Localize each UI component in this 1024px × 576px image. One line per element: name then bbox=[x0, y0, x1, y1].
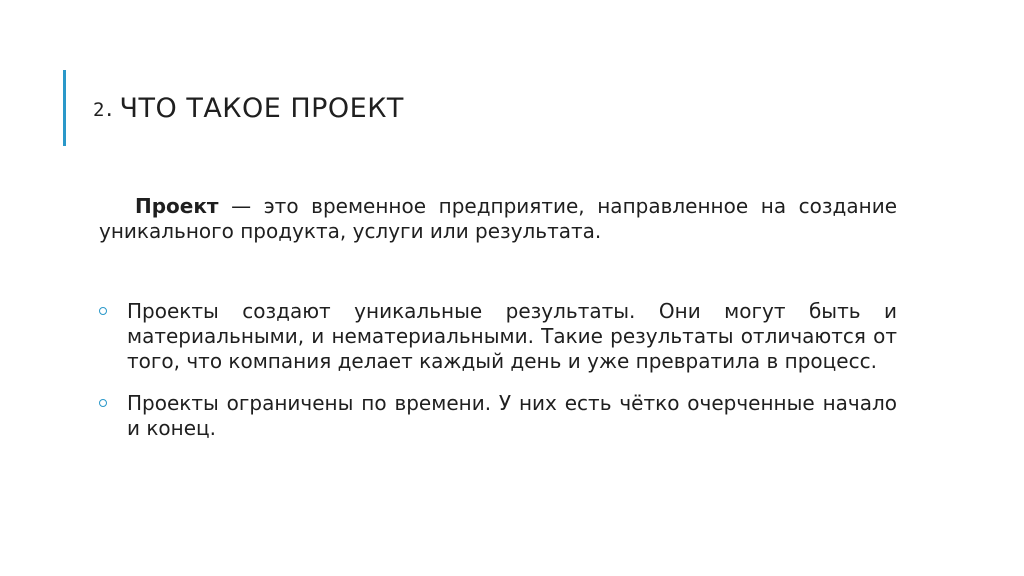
bullet-text: Проекты ограничены по времени. У них есть чётко очерченные начало и конец. bbox=[127, 391, 897, 440]
list-item bbox=[99, 391, 897, 441]
definition-term: Проект bbox=[135, 194, 219, 218]
definition-text: — это временное предприятие, направленное на создание уникального продукта, услуги или результата. bbox=[99, 194, 897, 243]
bullet-circle-icon bbox=[99, 399, 107, 407]
bullet-list bbox=[99, 299, 897, 458]
title-text: ЧТО ТАКОЕ ПРОЕКТ bbox=[119, 93, 404, 124]
title-number: 2. bbox=[93, 99, 114, 121]
bullet-text: Проекты создают уникальные результаты. Они могут быть и материальными, и нематериальными. Такие результаты отличаются от того, что компания делает каждый день и уже превратила в процесс. bbox=[127, 299, 897, 373]
definition-paragraph bbox=[99, 194, 897, 244]
title-accent-bar bbox=[63, 70, 66, 146]
slide-title bbox=[93, 93, 404, 124]
list-item bbox=[99, 299, 897, 374]
bullet-circle-icon bbox=[99, 307, 107, 315]
